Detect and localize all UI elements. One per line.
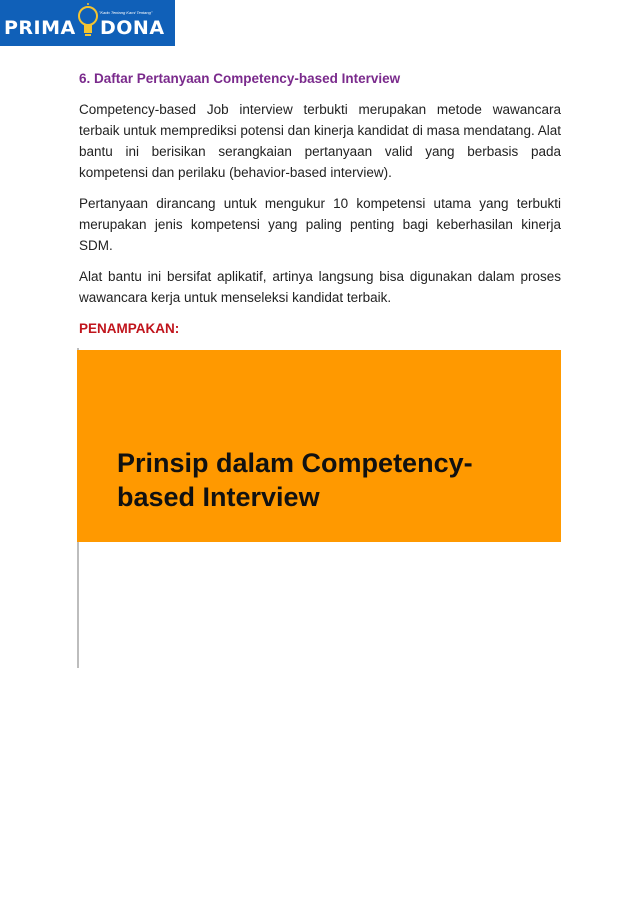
section-title: 6. Daftar Pertanyaan Competency-based Interview [79,71,401,86]
logo-word-dona: DONA [100,17,165,39]
logo-word-prima: PRIMA [4,17,76,39]
slide-preview [77,348,561,668]
slide-heading-line-1: Prinsip dalam Competency- [117,448,473,478]
paragraph-intro: Competency-based Job interview terbukti merupakan metode wawancara terbaik untuk memprediksi potensi dan kinerja kandidat di masa mendatang. Alat bantu ini berisikan serangkaian pertanyaan valid yang berbasis pada kompetensi dan perilaku (behavior-based interview). [79,102,561,180]
logo-tagline: "Kado Tentang Kami Tentang" [99,10,153,15]
preview-label: PENAMPAKAN: [79,321,180,336]
lightbulb-icon [76,3,100,43]
primadona-logo [0,0,175,46]
slide-heading [117,446,547,514]
document-body [79,68,561,339]
slide-heading-line-2: based Interview [117,482,320,512]
paragraph-application: Alat bantu ini bersifat aplikatif, artinya langsung bisa digunakan dalam proses wawancara kerja untuk menseleksi kandidat terbaik. [79,269,561,305]
paragraph-competencies: Pertanyaan dirancang untuk mengukur 10 kompetensi utama yang terbukti merupakan jenis kompetensi yang paling penting bagi keberhasilan kinerja SDM. [79,196,561,253]
